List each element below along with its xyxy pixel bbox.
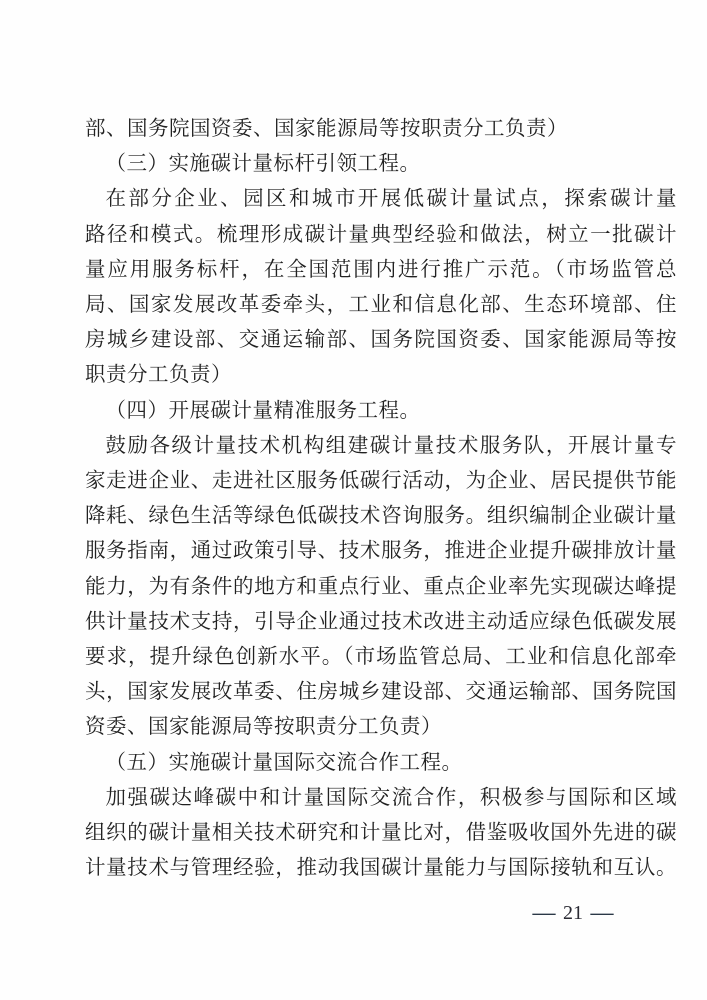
footer-dash-right: —: [590, 902, 614, 924]
document-text-block: [85, 112, 677, 886]
document-line: 量应用服务标杆，在全国范围内进行推广示范。（市场监管总: [85, 258, 677, 281]
document-line: 房城乡建设部、交通运输部、国务院国资委、国家能源局等按: [85, 329, 677, 352]
document-line: 局、国家发展改革委牵头，工业和信息化部、生态环境部、住: [85, 294, 677, 317]
document-line: 供计量技术支持，引导企业通过技术改进主动适应绿色低碳发展: [85, 610, 677, 633]
document-line: 组织的碳计量相关技术研究和计量比对，借鉴吸收国外先进的碳: [85, 822, 677, 845]
document-line: 服务指南，通过政策引导、技术服务，推进企业提升碳排放计量: [85, 540, 677, 563]
document-line: 加强碳达峰碳中和计量国际交流合作，积极参与国际和区域: [105, 786, 677, 809]
section-heading-4: （四）开展碳计量精准服务工程。: [105, 399, 421, 422]
document-line: 职责分工负责）: [85, 364, 232, 387]
section-heading-5: （五）实施碳计量国际交流合作工程。: [105, 751, 463, 774]
document-line: 要求，提升绿色创新水平。（市场监管总局、工业和信息化部牵: [85, 646, 677, 669]
page-footer: [534, 901, 612, 925]
document-line: 头，国家发展改革委、住房城乡建设部、交通运输部、国务院国: [85, 681, 677, 704]
document-line: 鼓励各级计量技术机构组建碳计量技术服务队，开展计量专: [105, 434, 677, 457]
document-line: 能力，为有条件的地方和重点行业、重点企业率先实现碳达峰提: [85, 575, 677, 598]
document-line: 家走进企业、走进社区服务低碳行活动，为企业、居民提供节能: [85, 470, 677, 493]
document-line: 资委、国家能源局等按职责分工负责）: [85, 716, 442, 739]
document-line: 计量技术与管理经验，推动我国碳计量能力与国际接轨和互认。: [85, 857, 677, 880]
footer-dash-left: —: [532, 902, 556, 924]
document-line: 路径和模式。梳理形成碳计量典型经验和做法，树立一批碳计: [85, 223, 677, 246]
section-heading-3: （三）实施碳计量标杆引领工程。: [105, 153, 421, 176]
document-line: 在部分企业、园区和城市开展低碳计量试点，探索碳计量: [105, 188, 677, 211]
page-number: 21: [563, 902, 583, 924]
document-line: 部、国务院国资委、国家能源局等按职责分工负责）: [85, 118, 568, 140]
document-line: 降耗、绿色生活等绿色低碳技术咨询服务。组织编制企业碳计量: [85, 505, 677, 528]
